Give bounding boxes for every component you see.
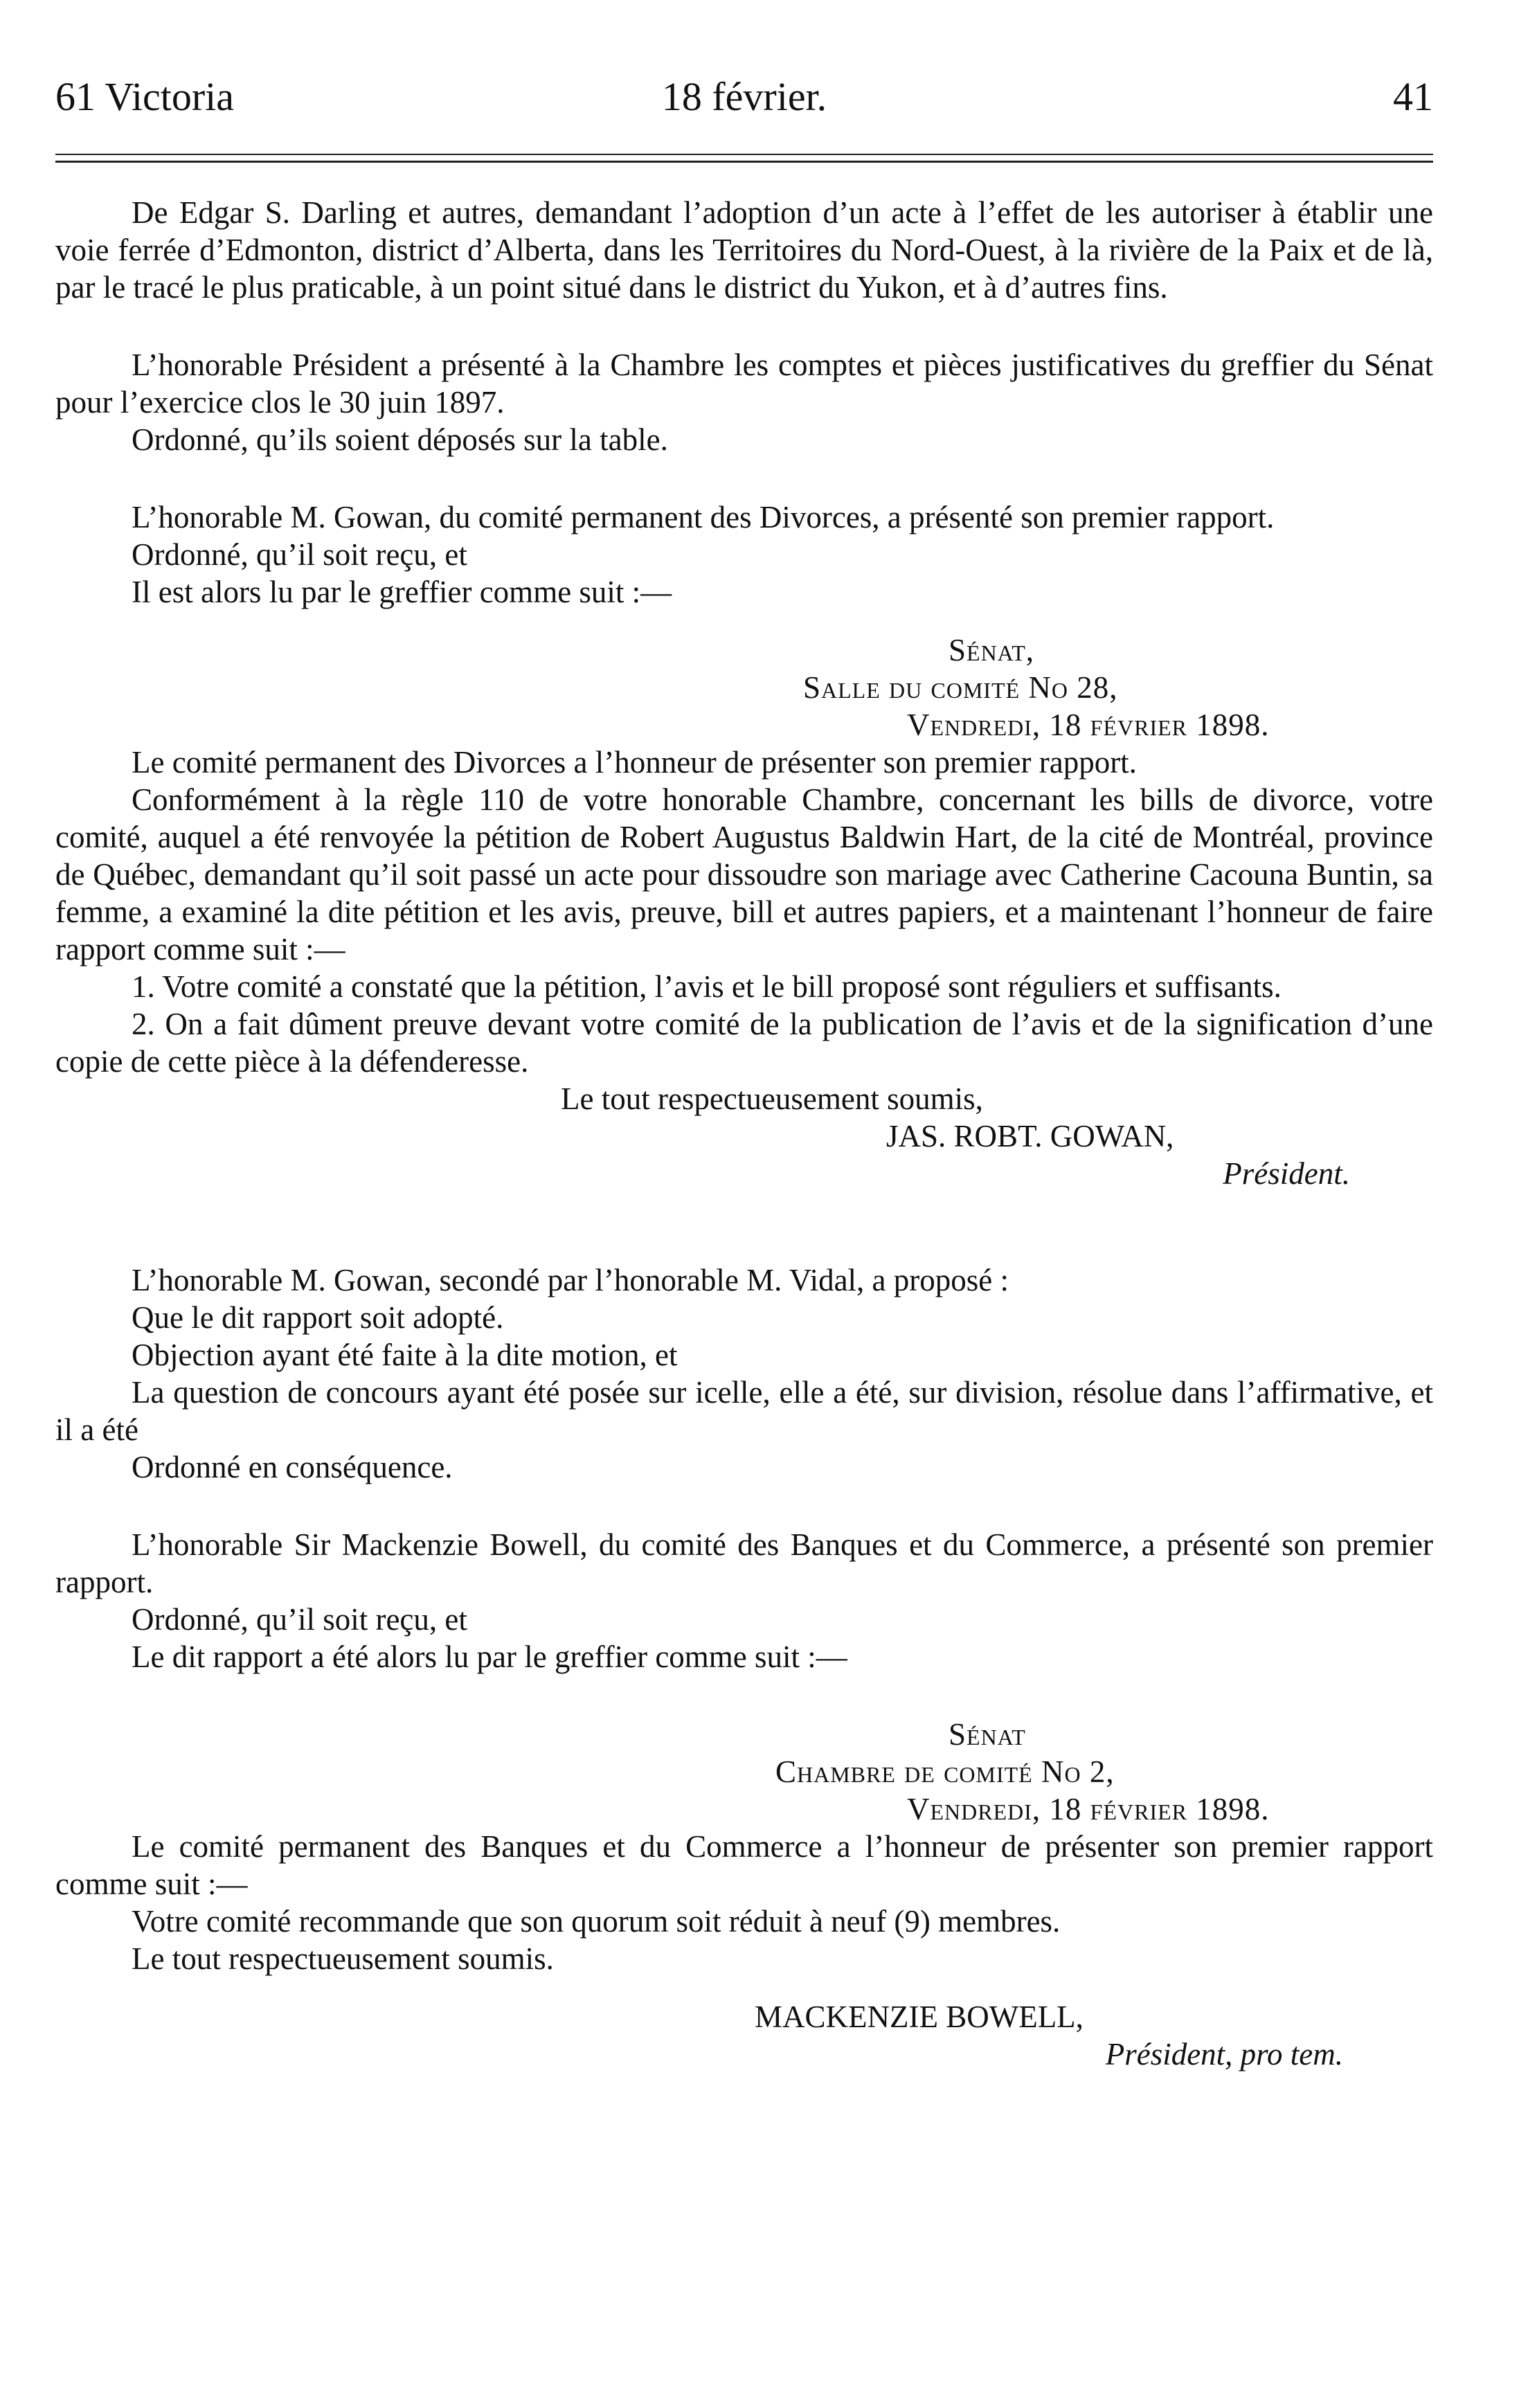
- page-body: [55, 194, 1433, 2073]
- petition-paragraph: De Edgar S. Darling et autres, demandant l’adoption d’un acte à l’effet de les autoriser à établir une voie ferrée d’Edmonton, district d’Alberta, dans les Territoires du Nord-Ouest, à la rivière de la Paix et de là, par le tracé le plus praticable, à un point situé dans le district du Yukon, et à d’autres fins.: [55, 195, 1433, 305]
- motion-paragraph: L’honorable M. Gowan, secondé par l’honorable M. Vidal, a proposé :: [132, 1263, 1009, 1297]
- report1-petition: Conformément à la règle 110 de votre honorable Chambre, concernant les bills de divorce, votre comité, auquel a été renvoyée la pétition de Robert Augustus Baldwin Hart, de la cité de Montréal, province de Québec, demandant qu’il soit passé un acte pour dissoudre son mariage avec Catherine Cacouna Buntin, sa femme, a examiné la dite pétition et les avis, preuve, bill et autres papiers, et a maintenant l’honneur de faire rapport comme suit :—: [55, 782, 1433, 967]
- accounts-order: Ordonné, qu’ils soient déposés sur la table.: [132, 422, 668, 457]
- motion-text: Que le dit rapport soit adopté.: [132, 1300, 504, 1335]
- report1-senat: Sénat,: [949, 633, 1035, 667]
- report1-signatory-title: Président.: [1223, 1156, 1350, 1191]
- motion-objection: Objection ayant été faite à la dite motion, et: [132, 1338, 678, 1372]
- header-session: 61 Victoria: [55, 74, 234, 119]
- report1-date: Vendredi, 18 février 1898.: [907, 708, 1270, 742]
- page-header: [55, 69, 1433, 125]
- motion-ordered: Ordonné en conséquence.: [132, 1450, 453, 1484]
- banking-report-read: Le dit rapport a été alors lu par le greffier comme suit :—: [132, 1639, 847, 1674]
- report1-signature: JAS. ROBT. GOWAN,: [886, 1119, 1174, 1153]
- divorce-report-order: Ordonné, qu’il soit reçu, et: [132, 537, 467, 572]
- divorce-report-intro: L’honorable M. Gowan, du comité permanent des Divorces, a présenté son premier rapport.: [132, 500, 1275, 534]
- report2-signature: MACKENZIE BOWELL,: [755, 2000, 1084, 2034]
- report2-room: Chambre de comité No 2,: [775, 1754, 1115, 1789]
- report2-date: Vendredi, 18 février 1898.: [907, 1792, 1270, 1826]
- report2-opening: Le comité permanent des Banques et du Commerce a l’honneur de présenter son premier rapport comme suit :—: [55, 1829, 1433, 1901]
- report1-closing: Le tout respectueusement soumis,: [561, 1081, 983, 1116]
- divorce-report-read: Il est alors lu par le greffier comme suit :—: [132, 575, 672, 609]
- report1-opening: Le comité permanent des Divorces a l’honneur de présenter son premier rapport.: [132, 745, 1137, 780]
- page-number: 41: [1393, 74, 1433, 119]
- header-rule-top: [55, 154, 1433, 155]
- report2-closing: Le tout respectueusement soumis.: [132, 1941, 554, 1976]
- motion-division: La question de concours ayant été posée sur icelle, elle a été, sur division, résolue dans l’affirmative, et il a été: [55, 1375, 1433, 1447]
- report2-signatory-title: Président, pro tem.: [1105, 2037, 1343, 2072]
- report1-item-1: 1. Votre comité a constaté que la pétition, l’avis et le bill proposé sont réguliers et suffisants.: [132, 969, 1282, 1004]
- banking-report-intro: L’honorable Sir Mackenzie Bowell, du comité des Banques et du Commerce, a présenté son premier rapport.: [55, 1527, 1433, 1599]
- report2-quorum: Votre comité recommande que son quorum soit réduit à neuf (9) membres.: [132, 1904, 1061, 1939]
- report1-room: Salle du comité No 28,: [803, 670, 1118, 705]
- header-rule-bottom: [55, 161, 1433, 163]
- accounts-paragraph: L’honorable Président a présenté à la Chambre les comptes et pièces justificatives du greffier du Sénat pour l’exercice clos le 30 juin 1897.: [55, 348, 1433, 420]
- banking-report-order: Ordonné, qu’il soit reçu, et: [132, 1602, 467, 1637]
- report1-item-2: 2. On a fait dûment preuve devant votre comité de la publication de l’avis et de la signification d’une copie de cette pièce à la défenderesse.: [55, 1007, 1433, 1079]
- report2-senat: Sénat: [949, 1717, 1026, 1752]
- header-date: 18 février.: [661, 74, 827, 119]
